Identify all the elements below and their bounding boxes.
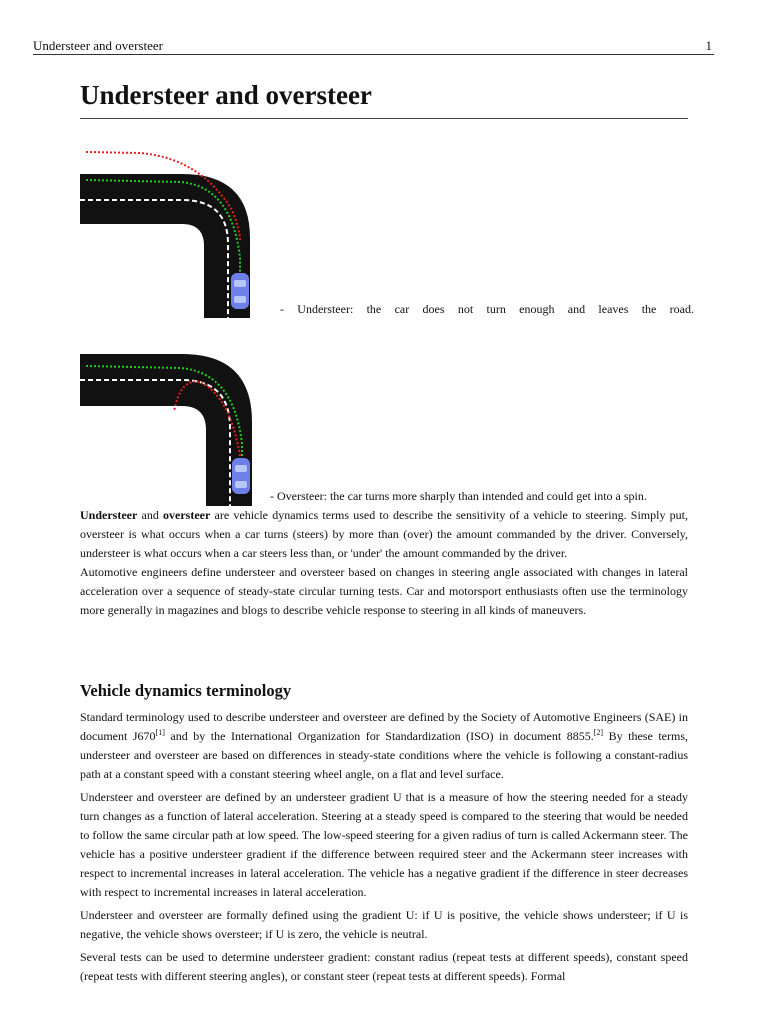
- section-paragraph-1: [80, 708, 688, 784]
- section-heading: Vehicle dynamics terminology: [80, 681, 292, 700]
- section-paragraph-1-part-b: and by the International Organization for Standardization (ISO) in document 8855.: [164, 729, 594, 743]
- section-paragraph-4: Several tests can be used to determine understeer gradient: constant radius (repeat tests at different speeds), constant speed (repeat tests with different steering angles), or constant steer (repeat tests at different speeds). Formal: [80, 950, 688, 983]
- page-number: 1: [705, 38, 712, 53]
- intro-and: and: [137, 508, 164, 522]
- road-surface: [80, 174, 250, 318]
- section-text: [80, 708, 688, 986]
- section-paragraph-3: Understeer and oversteer are formally defined using the gradient U: if U is positive, the vehicle shows understeer; if U is negative, the vehicle shows oversteer; if U is zero, the vehicle is neutral.: [80, 908, 688, 941]
- oversteer-caption: - Oversteer: the car turns more sharply than intended and could get into a spin.: [270, 489, 647, 503]
- intro-text: [80, 506, 688, 620]
- term-oversteer: oversteer: [163, 508, 211, 522]
- road-surface: [80, 354, 252, 506]
- car-icon: [232, 458, 250, 494]
- reference-1-link[interactable]: [1]: [155, 728, 165, 737]
- running-header: [33, 38, 714, 55]
- car-icon: [231, 273, 249, 309]
- term-understeer: Understeer: [80, 508, 138, 522]
- section-paragraph-1-part-a: Standard terminology used to describe understeer and oversteer are defined by the Society of Automotive Engineers (SAE) in document J670: [80, 710, 688, 743]
- understeer-caption: - Understeer: the car does not turn enough and leaves the road.: [280, 302, 694, 316]
- reference-2-link[interactable]: [2]: [593, 728, 604, 737]
- section-paragraph-1-part-c: By these terms, understeer and oversteer are based on differences in steady-state conditions where the vehicle is following a constant-radius path at a constant speed with a constant steering wheel angle, on a flat and level surface.: [80, 729, 688, 781]
- title-divider: [80, 118, 688, 119]
- running-header-title: Understeer and oversteer: [33, 38, 163, 53]
- understeer-illustration: [80, 128, 267, 318]
- page-title: Understeer and oversteer: [80, 80, 372, 110]
- oversteer-illustration: [80, 316, 267, 506]
- intro-paragraph-1: [80, 506, 688, 563]
- section-paragraph-2: Understeer and oversteer are defined by an understeer gradient U that is a measure of how the steering needed for a steady turn changes as a function of lateral acceleration. Steering at a steady speed is compared to the steering that would be needed to follow the same circular path at low speed. The low-speed steering for a given radius of turn is called Ackermann steer. The vehicle has a positive understeer gradient if the difference between required steer and the Ackermann steer increases with respect to incremental increases in lateral acceleration. The vehicle has a negative gradient if the difference in steer decreases with respect to incremental increases in lateral acceleration.: [80, 790, 688, 899]
- intro-paragraph-1-text: are vehicle dynamics terms used to describe the sensitivity of a vehicle to steering. Simply put, oversteer is what occurs when a car turns (steers) by more than (over) the amount commanded by the driver. Conversely, understeer is what occurs when a car steers less than, or 'under' the amount commanded by the driver.: [80, 508, 688, 560]
- intro-paragraph-2: Automotive engineers define understeer and oversteer based on changes in steering angle associated with changes in lateral acceleration over a sequence of steady-state circular turning tests. Car and motorsport enthusiasts often use the terminology more generally in magazines and blogs to describe vehicle response to steering in all kinds of maneuvers.: [80, 565, 688, 617]
